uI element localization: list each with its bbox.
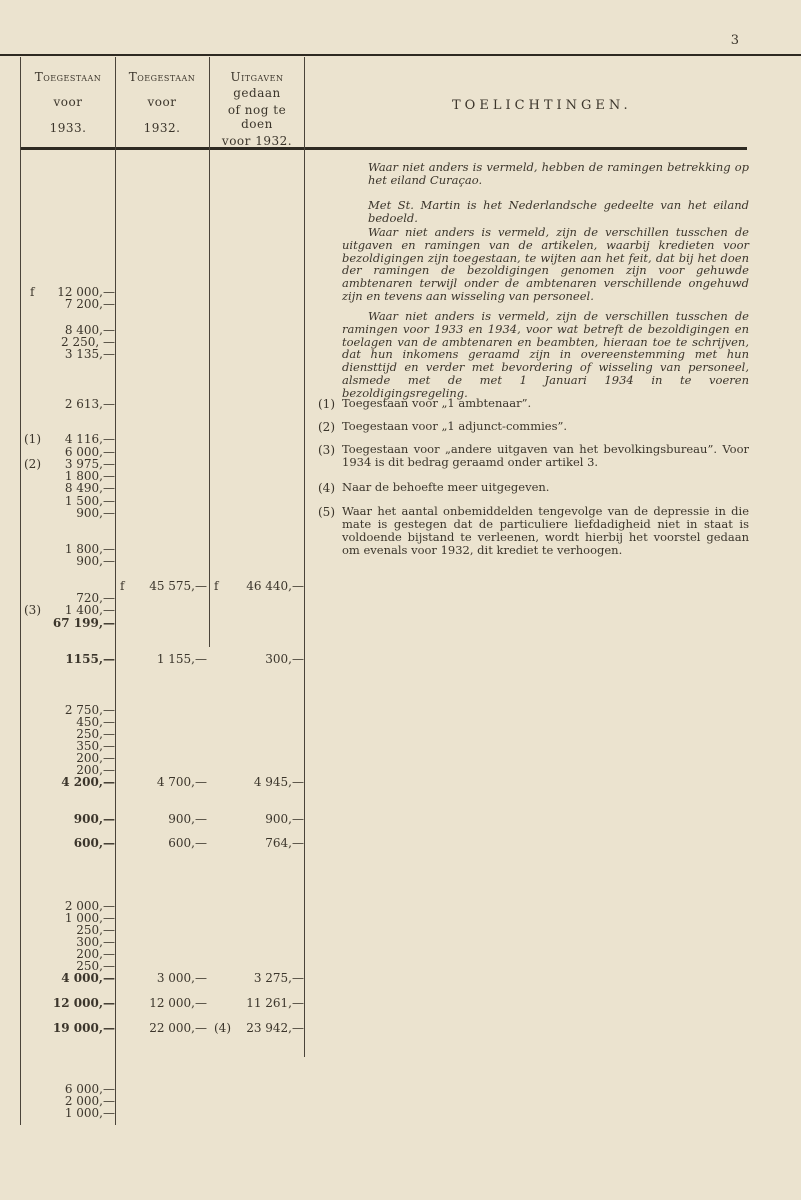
col1-value: 2 250, — xyxy=(61,335,115,349)
col1-value: 1 500,— xyxy=(64,494,115,508)
footnote-text-2: Toegestaan voor „1 adjunct-commies”. xyxy=(342,419,568,433)
col1-value: 250,— xyxy=(76,959,115,973)
header-col1-line3: 1933. xyxy=(49,120,87,135)
col1-total: 12 000,— xyxy=(52,996,115,1010)
col2-value: 45 575,— xyxy=(149,579,207,593)
header-col2 xyxy=(117,70,207,146)
col1-currency: f xyxy=(30,285,35,299)
header-col1-line2: voor xyxy=(53,95,83,110)
col1-value: 1 000,— xyxy=(64,1106,115,1120)
col2-value: 22 000,— xyxy=(149,1021,207,1035)
page-number: 3 xyxy=(730,33,739,48)
header-col3 xyxy=(211,70,303,150)
col3-footnote-mark: (4) xyxy=(214,1021,231,1035)
col1-value: 720,— xyxy=(76,591,115,605)
col1-value: 350,— xyxy=(76,739,115,753)
col3-value: 300,— xyxy=(265,652,304,666)
column-divider-3 xyxy=(304,57,305,1057)
col1-total: 4 200,— xyxy=(61,775,115,789)
col1-total: 4 000,— xyxy=(61,971,115,985)
col1-value: 12 000,— xyxy=(57,285,115,299)
col1-value: 200,— xyxy=(76,947,115,961)
col2-value: 4 700,— xyxy=(156,775,207,789)
col1-value: 900,— xyxy=(76,506,115,520)
col1-value: 8 490,— xyxy=(64,481,115,495)
col1-value: 900,— xyxy=(76,554,115,568)
header-col1 xyxy=(22,70,114,146)
footnote-mark-4: (4) xyxy=(318,481,335,495)
col1-value: 2 000,— xyxy=(64,1094,115,1108)
col2-currency: f xyxy=(120,579,125,593)
col2-value: 600,— xyxy=(168,836,207,850)
col1-value: 200,— xyxy=(76,751,115,765)
header-col3-line2: gedaan xyxy=(233,86,281,101)
note-3: Waar niet anders is vermeld, zijn de verschillen tusschen de uitgaven en ramingen van de artikelen, waarbij kredieten voor bezoldigingen zijn toegestaan, te wijten aan het feit, dat bij het doen der ramingen de bezoldigingen genomen zijn voor gehuwde ambtenaren terwijl onder de ambtenaren verschillende ongehuwd zijn en tevens aan wisseling van personeel. xyxy=(342,225,749,303)
footnote-text-5: Waar het aantal onbemiddelden tengevolge van de depressie in die mate is gestegen dat de particuliere liefdadigheid niet in staat is voldoende bijstand te verleenen, wordt hierbij het voorstel gedaan om evenals voor 1932, dit krediet te verhoogen. xyxy=(342,504,749,557)
header-rule xyxy=(20,147,747,150)
header-col2-line3: 1932. xyxy=(143,120,181,135)
col3-value: 4 945,— xyxy=(253,775,304,789)
footnote-mark-3: (3) xyxy=(318,443,335,457)
col1-value: 300,— xyxy=(76,935,115,949)
col1-value: 1 400,— xyxy=(64,603,115,617)
footnote-text-3: Toegestaan voor „andere uitgaven van het bevolkingsbureau”. Voor 1934 is dit bedrag geraamd onder artikel 3. xyxy=(342,442,749,469)
col1-value: 1 800,— xyxy=(64,469,115,483)
col1-value: 1 800,— xyxy=(64,542,115,556)
footnote-mark-2: (2) xyxy=(318,420,335,434)
col1-value: 2 750,— xyxy=(64,703,115,717)
col1-value: 450,— xyxy=(76,715,115,729)
col1-value: 1 000,— xyxy=(64,911,115,925)
col1-total: 19 000,— xyxy=(52,1021,115,1035)
col1-value: 3 975,— xyxy=(64,457,115,471)
col1-total: 1155,— xyxy=(65,652,115,666)
col1-footnote-mark: (2) xyxy=(24,457,41,471)
col3-value: 11 261,— xyxy=(246,996,304,1010)
note-4: Waar niet anders is vermeld, zijn de verschillen tusschen de ramingen voor 1933 en 1934, voor wat betreft de bezoldigingen en toelagen van de ambtenaren en beambten, hieraan toe te schrijven, dat hun inkomens geraamd zijn in overeenstemming met hun diensttijd en verder met bevordering of wisseling van personeel, alsmede met de met 1 Januari 1934 in te voeren bezoldigingsregeling. xyxy=(342,309,749,400)
col1-footnote-mark: (1) xyxy=(24,432,41,446)
col1-value: 2 613,— xyxy=(64,397,115,411)
col3-value: 764,— xyxy=(265,836,304,850)
top-rule xyxy=(0,54,801,56)
col1-value: 200,— xyxy=(76,763,115,777)
col3-currency: f xyxy=(214,579,219,593)
col1-value: 250,— xyxy=(76,923,115,937)
col1-total: 600,— xyxy=(73,836,115,850)
col1-value: 7 200,— xyxy=(64,297,115,311)
col2-value: 3 000,— xyxy=(156,971,207,985)
column-divider-2 xyxy=(209,57,210,647)
col3-value: 900,— xyxy=(265,812,304,826)
header-col3-line4: voor 1932. xyxy=(221,133,293,148)
col1-value: 3 135,— xyxy=(64,347,115,361)
col1-value: 8 400,— xyxy=(64,323,115,337)
col1-value: 6 000,— xyxy=(64,445,115,459)
col1-footnote-mark: (3) xyxy=(24,603,41,617)
col1-value: 6 000,— xyxy=(64,1082,115,1096)
footnote-text-4: Naar de behoefte meer uitgegeven. xyxy=(342,480,550,494)
col2-value: 900,— xyxy=(168,812,207,826)
col3-value: 23 942,— xyxy=(246,1021,304,1035)
header-col3-line1: Uitgaven xyxy=(230,70,284,84)
footnote-mark-5: (5) xyxy=(318,505,335,519)
col2-value: 1 155,— xyxy=(156,652,207,666)
column-divider-1 xyxy=(115,57,116,1125)
note-1: Waar niet anders is vermeld, hebben de ramingen betrekking op het eiland Curaçao. xyxy=(368,160,749,187)
col1-total: 900,— xyxy=(73,812,115,826)
header-col2-line1: Toegestaan xyxy=(128,70,196,84)
col3-value: 46 440,— xyxy=(246,579,304,593)
footnote-text-1: Toegestaan voor „1 ambtenaar”. xyxy=(342,396,532,410)
footnote-mark-1: (1) xyxy=(318,397,335,411)
header-col1-line1: Toegestaan xyxy=(34,70,102,84)
note-2: Met St. Martin is het Nederlandsche gedeelte van het eiland bedoeld. xyxy=(368,198,749,225)
col1-value: 2 000,— xyxy=(64,899,115,913)
header-toelichtingen: TOELICHTINGEN. xyxy=(452,98,632,113)
col1-value: 4 116,— xyxy=(64,432,115,446)
col3-value: 3 275,— xyxy=(253,971,304,985)
col1-value: 250,— xyxy=(76,727,115,741)
col1-total: 67 199,— xyxy=(52,616,115,630)
header-col2-line2: voor xyxy=(147,95,177,110)
col2-value: 12 000,— xyxy=(149,996,207,1010)
header-col3-line3: of nog te doen xyxy=(227,102,287,132)
column-divider-left xyxy=(20,57,21,1125)
